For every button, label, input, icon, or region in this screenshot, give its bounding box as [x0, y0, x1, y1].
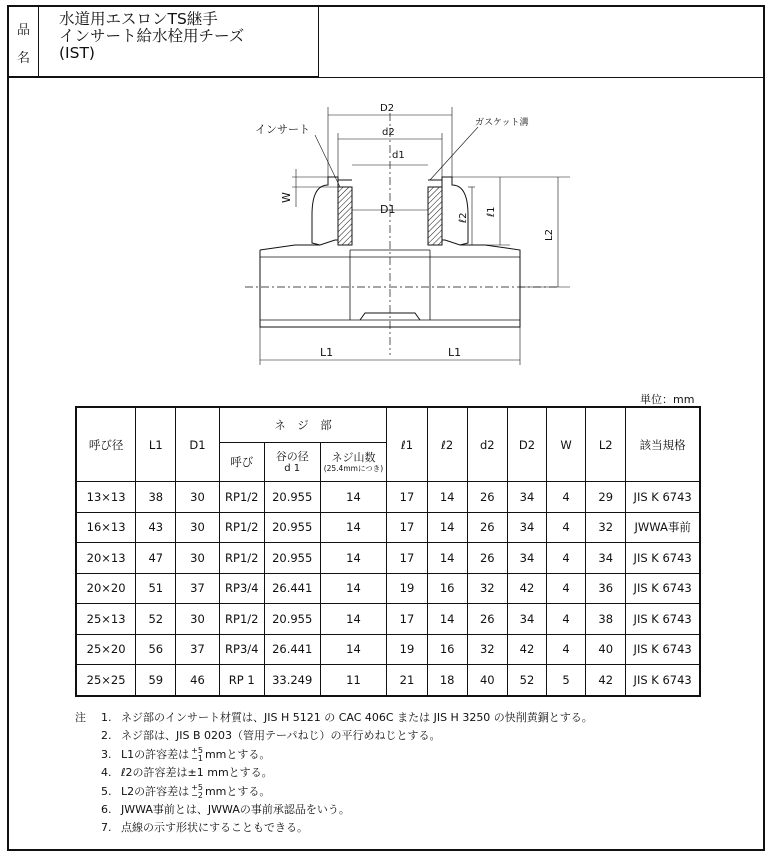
note-5-tolerance — [191, 784, 203, 800]
table-cell: 16 — [427, 573, 467, 604]
note-1-text: ネジ部のインサート材質は、JIS H 5121 の CAC 406C または JIS H 3250 の快削黄銅とする。 — [121, 711, 593, 724]
table-cell: 34 — [507, 512, 546, 543]
table-cell: 42 — [586, 665, 626, 696]
table-cell: 11 — [320, 665, 387, 696]
fitting-diagram — [220, 95, 580, 370]
table-cell: RP 1 — [219, 665, 264, 696]
header-standard: 該当規格 — [626, 407, 700, 482]
insert-left — [338, 187, 352, 245]
table-cell: 37 — [176, 573, 219, 604]
table-cell: 29 — [586, 482, 626, 513]
note-5-tol-upper: +5 — [191, 782, 203, 792]
table-cell: 42 — [507, 573, 546, 604]
table-cell: 17 — [387, 512, 427, 543]
table-cell: 51 — [136, 573, 176, 604]
L1-left-label: L1 — [320, 346, 334, 359]
note-5-text — [121, 783, 270, 801]
table-cell: 4 — [547, 634, 586, 665]
table-cell: 4 — [547, 512, 586, 543]
table-cell: 26 — [467, 604, 507, 635]
table-cell: 14 — [320, 604, 387, 635]
table-cell: 43 — [136, 512, 176, 543]
product-name-label — [7, 5, 39, 77]
table-cell: 19 — [387, 634, 427, 665]
table-cell: 20×13 — [76, 543, 136, 574]
table-cell: 46 — [176, 665, 219, 696]
note-1-num: 1. — [101, 711, 112, 724]
table-cell: 17 — [387, 604, 427, 635]
note-5-num: 5. — [101, 784, 112, 798]
table-cell: 47 — [136, 543, 176, 574]
header-root-dia — [264, 443, 320, 482]
table-cell: 25×20 — [76, 634, 136, 665]
note-4-num: 4. — [101, 766, 112, 780]
header-d2: d2 — [467, 407, 507, 482]
table-row — [76, 604, 700, 635]
table-cell: 20×20 — [76, 573, 136, 604]
table-cell: 14 — [320, 482, 387, 513]
table-cell: 34 — [507, 604, 546, 635]
L1-right-label: L1 — [448, 346, 462, 359]
table-cell: 14 — [427, 512, 467, 543]
table-cell: 40 — [467, 665, 507, 696]
header-l2: ℓ2 — [427, 407, 467, 482]
table-cell: 52 — [507, 665, 546, 696]
table-cell: 59 — [136, 665, 176, 696]
table-cell: RP1/2 — [219, 543, 264, 574]
table-cell: 25×13 — [76, 604, 136, 635]
table-cell: RP1/2 — [219, 604, 264, 635]
table-cell: 32 — [467, 634, 507, 665]
table-cell: JIS K 6743 — [626, 482, 700, 513]
table-cell: JIS K 6743 — [626, 543, 700, 574]
table-cell: 20.955 — [264, 604, 320, 635]
d1-label: d1 — [392, 150, 405, 161]
table-cell: 42 — [507, 634, 546, 665]
notes-label: 注 — [75, 711, 86, 724]
header-D1: D1 — [176, 407, 219, 482]
gasket-groove-label: ガスケット溝 — [475, 118, 529, 128]
table-cell: 40 — [586, 634, 626, 665]
note-3-text — [121, 746, 270, 764]
table-row — [76, 665, 700, 696]
header-L1: L1 — [136, 407, 176, 482]
table-cell: RP3/4 — [219, 573, 264, 604]
table-cell: 30 — [176, 482, 219, 513]
table-cell: 14 — [320, 512, 387, 543]
label-char-1: 品 — [17, 23, 31, 38]
spec-table — [75, 406, 701, 697]
table-cell: 33.249 — [264, 665, 320, 696]
table-cell: 32 — [467, 573, 507, 604]
header-thread-group: ネ ジ 部 — [219, 407, 387, 443]
l1-label: ℓ1 — [486, 206, 497, 217]
L2-label: L2 — [544, 229, 555, 241]
note-3-pre: L1の許容差は — [121, 747, 190, 761]
thread-count-sub: (25.4mmにつき) — [323, 463, 384, 473]
note-3-tolerance — [191, 747, 203, 763]
table-row — [76, 543, 700, 574]
table-cell: 30 — [176, 543, 219, 574]
unit-label: 単位：mm — [640, 393, 695, 406]
table-cell: 17 — [387, 543, 427, 574]
note-3-tol-upper: +5 — [191, 745, 203, 755]
header-L2: L2 — [586, 407, 626, 482]
table-cell: 4 — [547, 604, 586, 635]
table-cell: 56 — [136, 634, 176, 665]
table-cell: 32 — [586, 512, 626, 543]
table-cell: JIS K 6743 — [626, 573, 700, 604]
l2-label: ℓ2 — [458, 212, 469, 223]
D1-label: D1 — [380, 203, 396, 216]
table-cell: 14 — [427, 543, 467, 574]
table-cell: 26 — [467, 543, 507, 574]
table-cell: 36 — [586, 573, 626, 604]
table-cell: 25×25 — [76, 665, 136, 696]
thread-count-title: ネジ山数 — [331, 450, 376, 464]
header-divider — [7, 77, 765, 78]
table-cell: 14 — [427, 604, 467, 635]
d2-label: d2 — [382, 127, 395, 138]
table-cell: JIS K 6743 — [626, 634, 700, 665]
table-cell: 38 — [136, 482, 176, 513]
insert-right — [428, 187, 442, 245]
table-cell: 26.441 — [264, 573, 320, 604]
note-4-text: ℓ2の許容差は±1 mmとする。 — [121, 766, 273, 780]
table-cell: JIS K 6743 — [626, 604, 700, 635]
note-6-text: JWWA事前とは、JWWAの事前承認品をいう。 — [121, 802, 350, 816]
spec-body — [76, 482, 700, 696]
table-cell: RP3/4 — [219, 634, 264, 665]
header-W: W — [547, 407, 586, 482]
table-cell: 20.955 — [264, 543, 320, 574]
note-3-num: 3. — [101, 747, 112, 761]
table-cell: 18 — [427, 665, 467, 696]
header-l1: ℓ1 — [387, 407, 427, 482]
header-thread-nominal: 呼び — [219, 443, 264, 482]
note-2-num: 2. — [101, 729, 112, 743]
product-name — [39, 5, 319, 77]
table-cell: 19 — [387, 573, 427, 604]
table-cell: JIS K 6743 — [626, 665, 700, 696]
note-7-text: 点線の示す形状にすることもできる。 — [121, 821, 308, 835]
table-cell: 21 — [387, 665, 427, 696]
table-cell: 34 — [507, 482, 546, 513]
note-3-post: mmとする。 — [204, 747, 271, 761]
table-cell: 4 — [547, 543, 586, 574]
table-row — [76, 573, 700, 604]
gasket-leader — [430, 127, 478, 180]
table-cell: 14 — [320, 573, 387, 604]
table-cell: 26 — [467, 512, 507, 543]
note-5-pre: L2の許容差は — [121, 784, 190, 798]
root-dia-title: 谷の径 — [275, 449, 309, 463]
table-cell: 4 — [547, 573, 586, 604]
table-cell: RP1/2 — [219, 482, 264, 513]
table-cell: 34 — [507, 543, 546, 574]
header-thread-count — [320, 443, 387, 482]
table-cell: 16×13 — [76, 512, 136, 543]
table-cell: 13×13 — [76, 482, 136, 513]
table-cell: 30 — [176, 604, 219, 635]
product-name-line-1: 水道用エスロンTS継手 — [59, 10, 218, 28]
table-cell: 30 — [176, 512, 219, 543]
table-cell: 37 — [176, 634, 219, 665]
table-cell: 38 — [586, 604, 626, 635]
table-cell: 34 — [586, 543, 626, 574]
D2-label: D2 — [380, 103, 395, 114]
table-cell: 14 — [320, 543, 387, 574]
note-5-post: mmとする。 — [204, 784, 271, 798]
W-label: W — [280, 192, 293, 203]
note-5-tol-lower: −2 — [191, 790, 203, 800]
table-cell: 52 — [136, 604, 176, 635]
label-char-2: 名 — [17, 51, 31, 66]
table-cell: 14 — [320, 634, 387, 665]
table-cell: RP1/2 — [219, 512, 264, 543]
product-name-line-3: (IST) — [59, 44, 95, 62]
table-row — [76, 482, 700, 513]
insert-label: インサート — [255, 123, 310, 136]
note-2-text: ネジ部は、JIS B 0203（管用テーパねじ）の平行めねじとする。 — [121, 729, 441, 743]
product-name-line-2: インサート給水栓用チーズ — [59, 27, 245, 45]
root-dia-sub: d 1 — [284, 462, 301, 474]
table-cell: 14 — [427, 482, 467, 513]
body-outline-left — [260, 177, 338, 250]
table-cell: 20.955 — [264, 512, 320, 543]
note-6-num: 6. — [101, 802, 112, 816]
table-cell: 16 — [427, 634, 467, 665]
table-cell: 5 — [547, 665, 586, 696]
table-cell: 26 — [467, 482, 507, 513]
table-cell: JWWA事前 — [626, 512, 700, 543]
table-row — [76, 512, 700, 543]
table-cell: 4 — [547, 482, 586, 513]
note-3-tol-lower: −1 — [191, 753, 203, 763]
header-nominal: 呼び径 — [76, 407, 136, 482]
table-cell: 20.955 — [264, 482, 320, 513]
note-7-num: 7. — [101, 821, 112, 835]
header-D2: D2 — [507, 407, 546, 482]
table-cell: 26.441 — [264, 634, 320, 665]
table-cell: 17 — [387, 482, 427, 513]
table-row — [76, 634, 700, 665]
